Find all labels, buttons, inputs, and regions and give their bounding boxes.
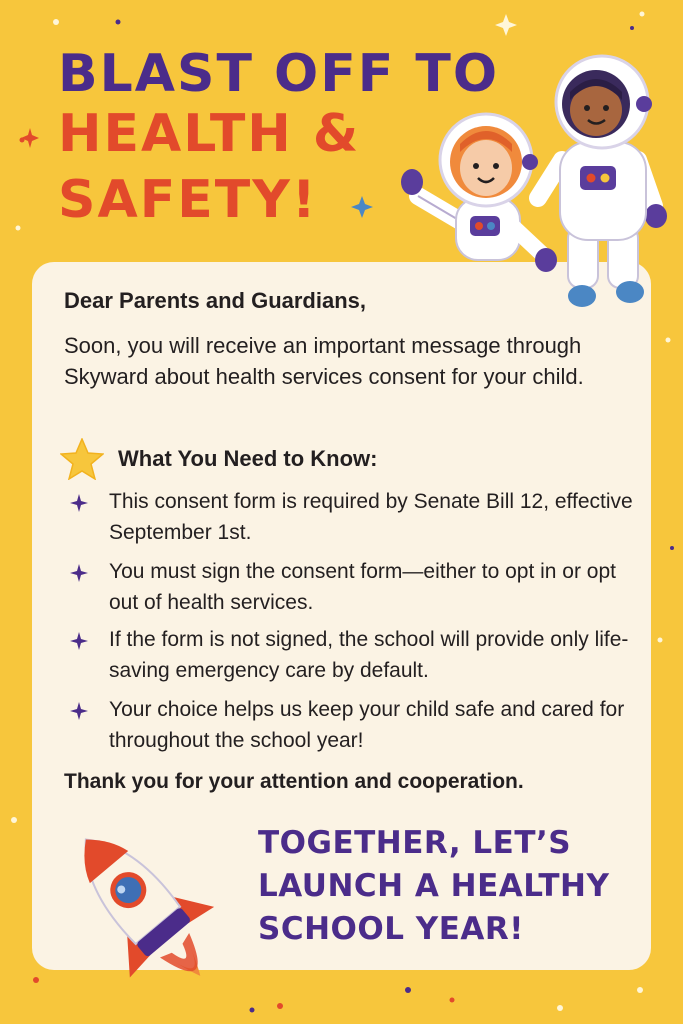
bullet-text: If the form is not signed, the school will provide only life-saving emergency care by default. (109, 628, 629, 682)
title-line-2: HEALTH & (58, 104, 361, 164)
sparkle-bullet-icon (70, 494, 88, 512)
greeting: Dear Parents and Guardians, (64, 288, 366, 313)
title-line-1: BLAST OFF TO (58, 44, 500, 104)
closing-message (258, 822, 618, 951)
sparkle-icon (495, 14, 517, 36)
closing-line-1: TOGETHER, LET’S (258, 825, 572, 861)
astronaut-boy-icon (520, 56, 680, 316)
intro-paragraph: Soon, you will receive an important message through Skyward about health services consent for your child. (64, 333, 584, 389)
closing-line-2: LAUNCH A HEALTHY (258, 868, 610, 904)
title-line-3: SAFETY! (58, 170, 318, 230)
closing-line-3: SCHOOL YEAR! (258, 911, 524, 947)
sparkle-bullet-icon (70, 702, 88, 720)
star-icon (60, 438, 104, 480)
bullet-text: Your choice helps us keep your child safe and cared for throughout the school year! (109, 698, 625, 752)
section-heading: What You Need to Know: (118, 446, 378, 471)
thanks-line: Thank you for your attention and cooperation. (64, 770, 524, 793)
sparkle-icon (351, 196, 373, 218)
bullet-text: This consent form is required by Senate Bill 12, effective September 1st. (109, 490, 633, 544)
sparkle-bullet-icon (70, 632, 88, 650)
rocket-icon (40, 810, 250, 1010)
sparkle-icon (21, 128, 39, 148)
bullet-text: You must sign the consent form—either to opt in or opt out of health services. (109, 560, 617, 614)
sparkle-bullet-icon (70, 564, 88, 582)
